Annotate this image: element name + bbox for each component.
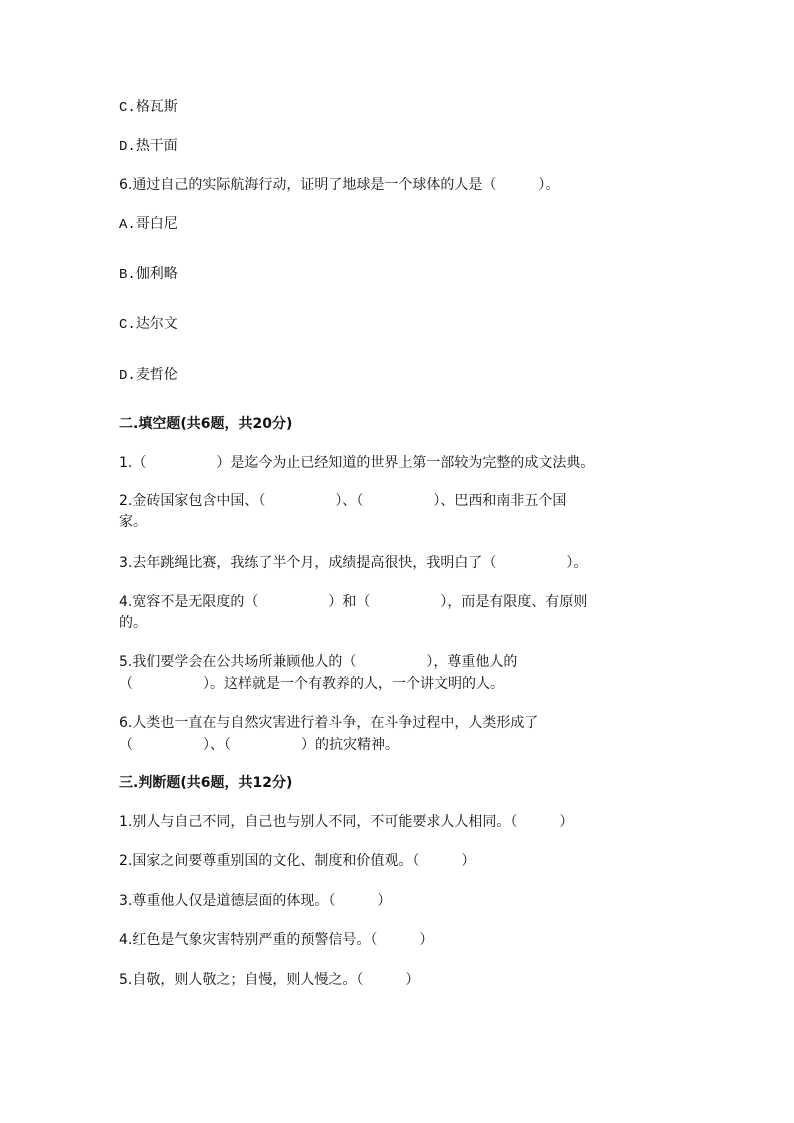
option-text: 热干面 <box>135 138 178 154</box>
fill-item-3: 3.去年跳绳比赛，我练了半个月，成绩提高很快，我明白了（ ）。 <box>119 555 588 571</box>
option-a <box>119 213 676 236</box>
option-label: A. <box>119 217 136 233</box>
fill-item-6-line1: 6.人类也一直在与自然灾害进行着斗争，在斗争过程中，人类形成了 <box>119 715 539 731</box>
judge-item-5: 5.自敬，则人敬之；自慢，则人慢之。（ ） <box>119 972 420 988</box>
option-label: D. <box>119 139 136 155</box>
judge-item-3: 3.尊重他人仅是道德层面的体现。（ ） <box>119 893 392 909</box>
option-label: D. <box>119 368 136 384</box>
option-text: 格瓦斯 <box>135 99 178 115</box>
option-c-prev <box>119 96 676 119</box>
option-d-prev <box>119 135 676 158</box>
option-label: C. <box>119 317 136 333</box>
fill-item-4-line1: 4.宽容不是无限度的（ ）和（ ），而是有限度、有原则 <box>119 594 588 610</box>
option-text: 麦哲伦 <box>135 367 178 383</box>
question-6-stem: 6.通过自己的实际航海行动，证明了地球是一个球体的人是（ ）。 <box>119 177 560 193</box>
option-label: B. <box>119 267 136 283</box>
option-b <box>119 263 676 286</box>
fill-item-5-line1: 5.我们要学会在公共场所兼顾他人的（ ），尊重他人的 <box>119 654 518 670</box>
fill-item-2-line2: 家。 <box>119 514 147 530</box>
fill-item-1: 1.（ ）是迄今为止已经知道的世界上第一部较为完整的成文法典。 <box>119 455 595 471</box>
fill-item-4-line2: 的。 <box>119 615 147 631</box>
section-heading-fill: 二.填空题(共6题，共20分) <box>119 416 293 432</box>
option-d <box>119 364 676 387</box>
fill-item-2-line1: 2.金砖国家包含中国、（ ）、（ ）、巴西和南非五个国 <box>119 493 567 509</box>
option-text: 达尔文 <box>135 316 178 332</box>
judge-item-2: 2.国家之间要尊重别国的文化、制度和价值观。（ ） <box>119 853 476 869</box>
judge-item-1: 1.别人与自己不同，自己也与别人不同，不可能要求人人相同。（ ） <box>119 814 574 830</box>
option-label: C. <box>119 100 136 116</box>
section-heading-judge: 三.判断题(共6题，共12分) <box>119 775 293 791</box>
option-text: 伽利略 <box>135 266 178 282</box>
fill-item-5-line2: （ ）。这样就是一个有教养的人，一个讲文明的人。 <box>119 676 504 692</box>
option-c <box>119 313 676 336</box>
fill-item-6-line2: （ ）、（ ）的抗灾精神。 <box>119 737 399 753</box>
option-text: 哥白尼 <box>135 216 178 232</box>
judge-item-4: 4.红色是气象灾害特别严重的预警信号。（ ） <box>119 932 434 948</box>
